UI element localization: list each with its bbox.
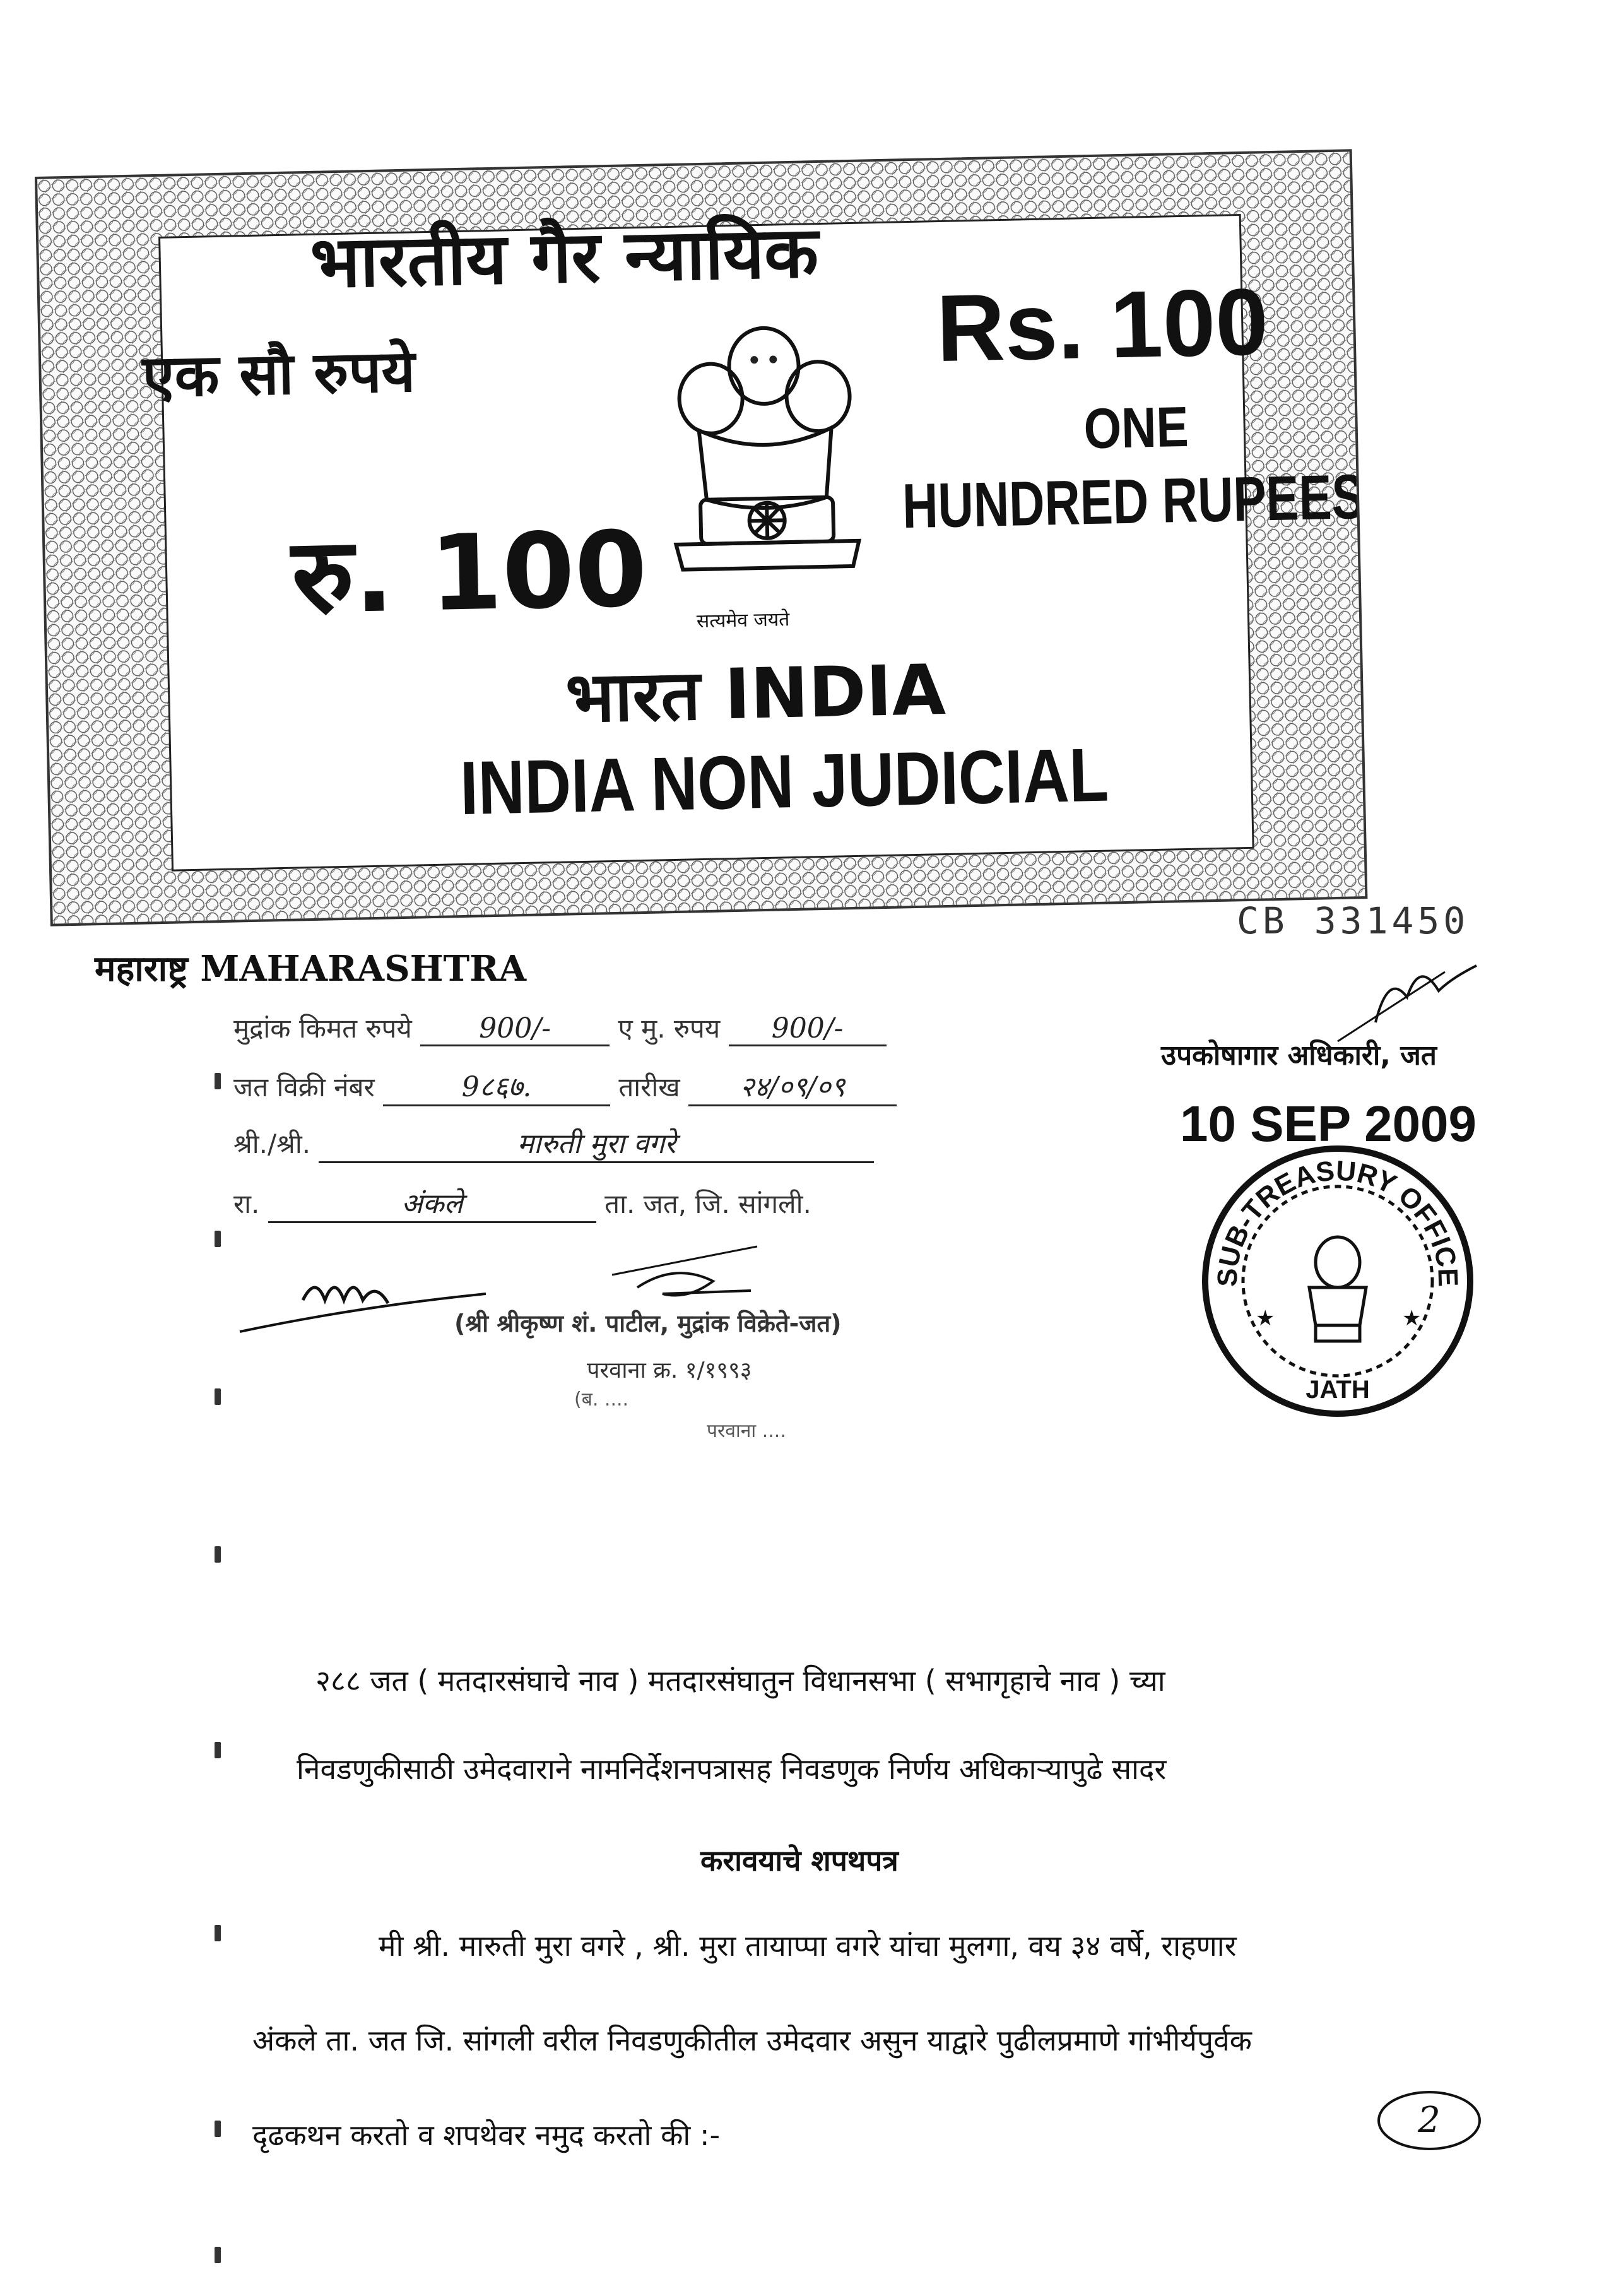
price-mid-label: ए मु. रुपय <box>618 1013 721 1044</box>
sale-number-value: 9८६७. <box>383 1067 610 1106</box>
affidavit-line-2: निवडणुकीसाठी उमेदवाराने नामनिर्देशनपत्रासह निवडणुक निर्णय अधिकाऱ्यापुढे सादर <box>297 1752 1167 1786</box>
residence-value: अंकले <box>268 1183 596 1223</box>
buyer-label: श्री./श्री. <box>233 1128 311 1159</box>
treasury-officer-label: उपकोषागार अधिकारी, जत <box>1161 1039 1437 1072</box>
officer-signature <box>1331 947 1495 1048</box>
page-number: 2 <box>1418 2100 1441 2141</box>
vendor-license-trail: (ब. .... <box>574 1388 629 1411</box>
price-value: 900/- <box>420 1012 610 1046</box>
stamp-amount-hindi: रु. 100 <box>290 508 649 637</box>
sale-date-value: २४/०९/०९ <box>688 1067 897 1106</box>
residence-suffix: ता. जत, जि. सांगली. <box>604 1188 811 1219</box>
lion-capital-emblem-icon <box>659 307 873 608</box>
margin-mark <box>215 1388 221 1405</box>
form-line-residence <box>233 1183 811 1223</box>
margin-mark <box>215 2247 221 2263</box>
price-label: मुद्रांक किमत रुपये <box>233 1013 412 1044</box>
stamp-serial-number: CB 331450 <box>1237 899 1470 942</box>
form-line-buyer <box>233 1123 874 1163</box>
affidavit-line-4: मी श्री. मारुती मुरा वगरे , श्री. मुरा तायाप्पा वगरे यांचा मुलगा, वय ३४ वर्षे, राहणार <box>379 1929 1237 1963</box>
margin-mark <box>215 1925 221 1941</box>
form-line-sale-number <box>233 1067 897 1106</box>
seal-star-left-icon: ★ <box>1256 1306 1275 1331</box>
margin-mark <box>215 1231 221 1247</box>
seal-star-right-icon: ★ <box>1402 1306 1422 1331</box>
affidavit-heading: करावयाचे शपथपत्र <box>700 1843 899 1878</box>
stamp-state: महाराष्ट्र MAHARASHTRA <box>95 948 527 990</box>
affidavit-line-1: २८८ जत ( मतदारसंघाचे नाव ) मतदारसंघातुन विधानसभा ( सभागृहाचे नाव ) च्या <box>315 1664 1165 1698</box>
price-value-2: 900/- <box>729 1012 887 1046</box>
stamp-category: INDIA NON JUDICIAL <box>459 732 1110 831</box>
margin-mark <box>215 1546 221 1563</box>
seal-emblem-icon <box>1309 1237 1366 1341</box>
stamp-motto: सत्यमेव जयते <box>696 608 790 633</box>
affidavit-line-5: अंकले ता. जत जि. सांगली वरील निवडणुकीतील उमेदवार असुन याद्वारे पुढीलप्रमाणे गांभीर्यपुर्वक <box>252 2023 1252 2057</box>
vendor-license-trail-2: परवाना .... <box>707 1420 786 1442</box>
date-label: तारीख <box>618 1072 680 1103</box>
sale-number-label: जत विक्री नंबर <box>233 1072 375 1103</box>
margin-mark <box>215 1742 221 1758</box>
stamp-words-one: ONE <box>1083 395 1189 461</box>
margin-mark <box>215 1073 221 1089</box>
sub-treasury-seal <box>1199 1142 1476 1420</box>
stamp-paper <box>35 149 1367 926</box>
residence-label: रा. <box>233 1188 260 1219</box>
vendor-name: (श्री श्रीकृष्ण शं. पाटील, मुद्रांक विक्रेते-जत) <box>454 1310 842 1337</box>
seal-text-top: SUB-TREASURY OFFICE <box>1211 1155 1464 1287</box>
form-line-price <box>233 1010 887 1046</box>
affidavit-line-6: दृढकथन करतो व शपथेवर नमुद करतो की :- <box>252 2118 721 2152</box>
vendor-license: परवाना क्र. १/१९९३ <box>587 1358 752 1383</box>
seal-text-bottom: JATH <box>1305 1376 1370 1404</box>
stamp-words-hundred-rupees: HUNDRED RUPEES <box>902 461 1365 542</box>
margin-mark <box>215 2121 221 2137</box>
stamp-amount-english: Rs. 100 <box>935 268 1270 382</box>
stamp-amount-words-hindi: एक सौ रुपये <box>141 337 416 411</box>
stamp-title-hindi: भारतीय गैर न्यायिक <box>309 211 820 304</box>
buyer-name-value: मारुती मुरा वगरे <box>319 1123 874 1163</box>
page-number-circle <box>1369 2083 1495 2158</box>
stamp-country: भारत INDIA <box>565 649 946 738</box>
seal-date: 10 SEP 2009 <box>1180 1096 1477 1152</box>
